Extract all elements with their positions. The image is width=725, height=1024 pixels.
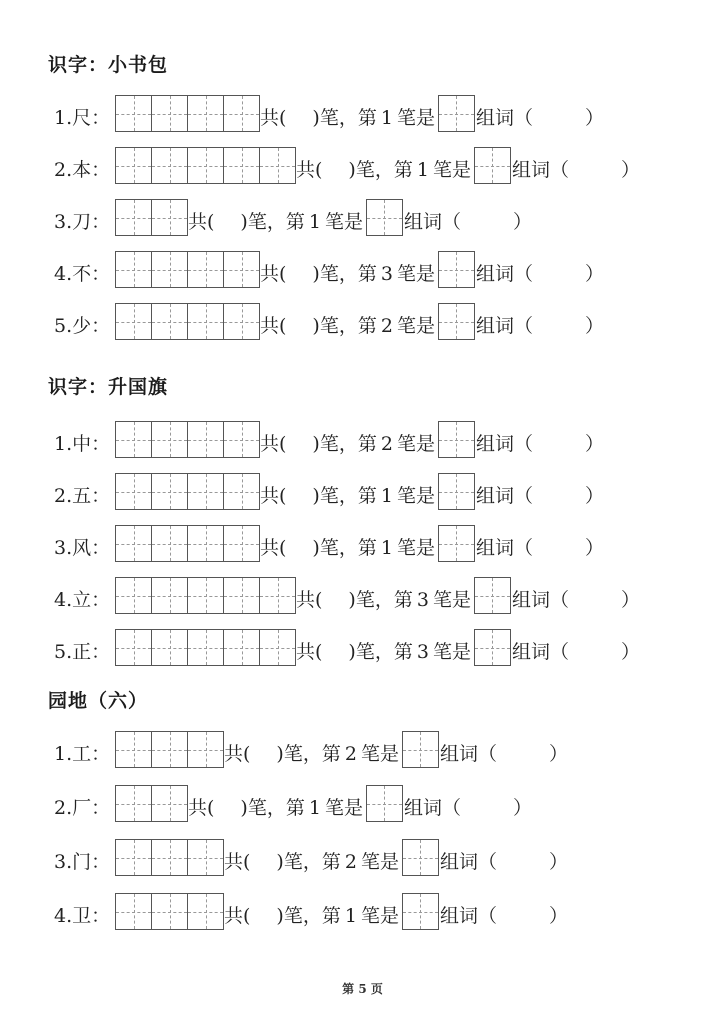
character-label: 2.五： (54, 485, 111, 507)
tianzige-cell[interactable] (116, 304, 151, 339)
stroke-answer-box[interactable] (366, 199, 403, 236)
tianzige-cell[interactable] (187, 96, 223, 131)
make-word-open: 组词（ (511, 589, 569, 611)
tianzige-cell[interactable] (439, 526, 474, 561)
stroke-answer-box[interactable] (402, 731, 439, 768)
stroke-answer-box[interactable] (474, 629, 511, 666)
tianzige-cell[interactable] (116, 422, 151, 457)
stroke-answer-box[interactable] (438, 421, 475, 458)
exercise-row (54, 576, 640, 614)
total-strokes-open: 共( (296, 589, 323, 611)
character-label: 3.门： (54, 851, 111, 873)
tianzige-cell[interactable] (187, 422, 223, 457)
exercise-row (54, 892, 568, 930)
stroke-is-label: 笔是 (396, 537, 435, 559)
tianzige-cell[interactable] (439, 252, 474, 287)
tianzige-cell[interactable] (151, 200, 187, 235)
stroke-number: 1 (380, 485, 393, 507)
stroke-order-grid[interactable] (115, 577, 296, 614)
exercise-row (54, 838, 568, 876)
exercise-row (54, 250, 604, 288)
stroke-answer-box[interactable] (438, 473, 475, 510)
stroke-number: 1 (344, 905, 357, 927)
stroke-answer-box[interactable] (366, 785, 403, 822)
tianzige-cell[interactable] (187, 630, 223, 665)
make-word-close: ） (584, 263, 604, 285)
tianzige-cell[interactable] (116, 252, 151, 287)
character-label: 3.刀： (54, 211, 111, 233)
tianzige-cell[interactable] (151, 148, 187, 183)
tianzige-cell[interactable] (439, 96, 474, 131)
tianzige-cell[interactable] (223, 578, 259, 613)
make-word-close: ） (620, 641, 640, 663)
total-strokes-open: 共( (260, 485, 287, 507)
exercise-row (54, 302, 604, 340)
tianzige-cell[interactable] (116, 148, 151, 183)
make-word-close: ） (620, 589, 640, 611)
make-word-open: 组词（ (403, 211, 461, 233)
character-label: 2.厂： (54, 797, 111, 819)
stroke-order-grid[interactable] (115, 629, 296, 666)
tianzige-cell[interactable] (151, 474, 187, 509)
total-strokes-close: )笔，第 (312, 537, 377, 559)
exercise-row (54, 472, 604, 510)
total-strokes-open: 共( (224, 851, 251, 873)
tianzige-cell[interactable] (116, 96, 151, 131)
tianzige-cell[interactable] (367, 786, 402, 821)
tianzige-cell[interactable] (439, 304, 474, 339)
tianzige-cell[interactable] (223, 148, 259, 183)
stroke-number: 1 (308, 211, 321, 233)
exercise-row (54, 94, 604, 132)
section-title: 园地（六） (48, 690, 149, 712)
stroke-answer-box[interactable] (402, 839, 439, 876)
stroke-number: 2 (344, 743, 357, 765)
total-strokes-close: )笔，第 (240, 211, 305, 233)
total-strokes-open: 共( (260, 107, 287, 129)
stroke-order-grid[interactable] (115, 421, 260, 458)
make-word-close: ） (584, 107, 604, 129)
stroke-is-label: 笔是 (324, 797, 363, 819)
make-word-open: 组词（ (511, 159, 569, 181)
stroke-order-grid[interactable] (115, 251, 260, 288)
stroke-answer-box[interactable] (438, 303, 475, 340)
section-title: 识字：小书包 (48, 54, 169, 76)
tianzige-cell[interactable] (187, 526, 223, 561)
tianzige-cell[interactable] (223, 526, 259, 561)
exercise-row (54, 730, 568, 768)
exercise-row (54, 628, 640, 666)
stroke-order-grid[interactable] (115, 95, 260, 132)
stroke-order-grid[interactable] (115, 839, 224, 876)
exercise-row (54, 784, 532, 822)
tianzige-cell[interactable] (151, 304, 187, 339)
tianzige-cell[interactable] (116, 474, 151, 509)
make-word-open: 组词（ (475, 537, 533, 559)
tianzige-cell[interactable] (187, 252, 223, 287)
tianzige-cell[interactable] (151, 630, 187, 665)
stroke-number: 1 (308, 797, 321, 819)
make-word-open: 组词（ (511, 641, 569, 663)
stroke-answer-box[interactable] (438, 525, 475, 562)
tianzige-cell[interactable] (151, 578, 187, 613)
character-label: 5.少： (54, 315, 111, 337)
tianzige-cell[interactable] (116, 840, 151, 875)
total-strokes-close: )笔，第 (348, 641, 413, 663)
tianzige-cell[interactable] (187, 840, 223, 875)
tianzige-cell[interactable] (187, 894, 223, 929)
stroke-number: 1 (416, 159, 429, 181)
make-word-close: ） (584, 315, 604, 337)
make-word-close: ） (548, 743, 568, 765)
tianzige-cell[interactable] (151, 252, 187, 287)
stroke-number: 2 (380, 315, 393, 337)
make-word-open: 组词（ (475, 315, 533, 337)
tianzige-cell[interactable] (151, 894, 187, 929)
tianzige-cell[interactable] (223, 252, 259, 287)
stroke-order-grid[interactable] (115, 303, 260, 340)
stroke-answer-box[interactable] (474, 147, 511, 184)
tianzige-cell[interactable] (475, 578, 510, 613)
tianzige-cell[interactable] (403, 732, 438, 767)
character-label: 4.立： (54, 589, 111, 611)
stroke-is-label: 笔是 (396, 107, 435, 129)
stroke-is-label: 笔是 (396, 315, 435, 337)
tianzige-cell[interactable] (116, 732, 151, 767)
tianzige-cell[interactable] (223, 96, 259, 131)
exercise-row (54, 420, 604, 458)
make-word-close: ） (584, 537, 604, 559)
total-strokes-open: 共( (296, 641, 323, 663)
make-word-close: ） (584, 485, 604, 507)
tianzige-cell[interactable] (403, 894, 438, 929)
total-strokes-close: )笔，第 (240, 797, 305, 819)
total-strokes-open: 共( (260, 537, 287, 559)
tianzige-cell[interactable] (187, 474, 223, 509)
make-word-close: ） (512, 211, 532, 233)
stroke-order-grid[interactable] (115, 525, 260, 562)
tianzige-cell[interactable] (151, 422, 187, 457)
stroke-number: 2 (344, 851, 357, 873)
total-strokes-open: 共( (224, 905, 251, 927)
total-strokes-open: 共( (260, 433, 287, 455)
stroke-number: 3 (380, 263, 393, 285)
tianzige-cell[interactable] (223, 304, 259, 339)
make-word-open: 组词（ (475, 485, 533, 507)
stroke-is-label: 笔是 (360, 905, 399, 927)
stroke-is-label: 笔是 (396, 263, 435, 285)
total-strokes-open: 共( (224, 743, 251, 765)
tianzige-cell[interactable] (116, 578, 151, 613)
total-strokes-close: )笔，第 (312, 433, 377, 455)
total-strokes-open: 共( (188, 797, 215, 819)
stroke-answer-box[interactable] (438, 251, 475, 288)
stroke-is-label: 笔是 (396, 485, 435, 507)
stroke-answer-box[interactable] (438, 95, 475, 132)
exercise-row (54, 198, 532, 236)
tianzige-cell[interactable] (439, 474, 474, 509)
make-word-open: 组词（ (475, 107, 533, 129)
make-word-open: 组词（ (439, 905, 497, 927)
stroke-order-grid[interactable] (115, 785, 188, 822)
make-word-close: ） (548, 851, 568, 873)
exercise-row (54, 524, 604, 562)
total-strokes-close: )笔，第 (312, 263, 377, 285)
total-strokes-close: )笔，第 (276, 851, 341, 873)
stroke-number: 3 (416, 589, 429, 611)
tianzige-cell[interactable] (223, 630, 259, 665)
stroke-order-grid[interactable] (115, 893, 224, 930)
make-word-close: ） (548, 905, 568, 927)
total-strokes-open: 共( (260, 263, 287, 285)
tianzige-cell[interactable] (259, 148, 295, 183)
make-word-close: ） (584, 433, 604, 455)
tianzige-cell[interactable] (223, 474, 259, 509)
stroke-is-label: 笔是 (432, 641, 471, 663)
total-strokes-close: )笔，第 (348, 589, 413, 611)
make-word-open: 组词（ (475, 433, 533, 455)
page-number: 第 5 页 (342, 982, 383, 996)
tianzige-cell[interactable] (367, 200, 402, 235)
stroke-number: 2 (380, 433, 393, 455)
tianzige-cell[interactable] (187, 148, 223, 183)
tianzige-cell[interactable] (223, 422, 259, 457)
tianzige-cell[interactable] (116, 630, 151, 665)
total-strokes-open: 共( (188, 211, 215, 233)
exercise-row (54, 146, 640, 184)
tianzige-cell[interactable] (151, 840, 187, 875)
total-strokes-close: )笔，第 (312, 485, 377, 507)
tianzige-cell[interactable] (116, 786, 151, 821)
total-strokes-open: 共( (296, 159, 323, 181)
tianzige-cell[interactable] (439, 422, 474, 457)
make-word-open: 组词（ (439, 743, 497, 765)
stroke-is-label: 笔是 (360, 851, 399, 873)
stroke-is-label: 笔是 (432, 159, 471, 181)
tianzige-cell[interactable] (151, 526, 187, 561)
stroke-is-label: 笔是 (360, 743, 399, 765)
tianzige-cell[interactable] (475, 148, 510, 183)
character-label: 4.卫： (54, 905, 111, 927)
total-strokes-close: )笔，第 (348, 159, 413, 181)
stroke-is-label: 笔是 (396, 433, 435, 455)
stroke-order-grid[interactable] (115, 199, 188, 236)
stroke-order-grid[interactable] (115, 731, 224, 768)
make-word-open: 组词（ (439, 851, 497, 873)
make-word-close: ） (620, 159, 640, 181)
tianzige-cell[interactable] (151, 732, 187, 767)
make-word-open: 组词（ (403, 797, 461, 819)
total-strokes-close: )笔，第 (276, 743, 341, 765)
total-strokes-close: )笔，第 (312, 315, 377, 337)
total-strokes-close: )笔，第 (276, 905, 341, 927)
section-title: 识字：升国旗 (48, 376, 169, 398)
character-label: 3.风： (54, 537, 111, 559)
character-label: 1.尺： (54, 107, 111, 129)
tianzige-cell[interactable] (187, 578, 223, 613)
total-strokes-close: )笔，第 (312, 107, 377, 129)
stroke-answer-box[interactable] (402, 893, 439, 930)
make-word-open: 组词（ (475, 263, 533, 285)
tianzige-cell[interactable] (116, 894, 151, 929)
stroke-number: 3 (416, 641, 429, 663)
character-label: 4.不： (54, 263, 111, 285)
tianzige-cell[interactable] (259, 578, 295, 613)
character-label: 5.正： (54, 641, 111, 663)
tianzige-cell[interactable] (259, 630, 295, 665)
character-label: 1.工： (54, 743, 111, 765)
stroke-order-grid[interactable] (115, 147, 296, 184)
tianzige-cell[interactable] (151, 786, 187, 821)
tianzige-cell[interactable] (187, 732, 223, 767)
make-word-close: ） (512, 797, 532, 819)
stroke-order-grid[interactable] (115, 473, 260, 510)
character-label: 2.本： (54, 159, 111, 181)
tianzige-cell[interactable] (475, 630, 510, 665)
stroke-is-label: 笔是 (324, 211, 363, 233)
tianzige-cell[interactable] (116, 526, 151, 561)
tianzige-cell[interactable] (116, 200, 151, 235)
stroke-answer-box[interactable] (474, 577, 511, 614)
stroke-number: 1 (380, 107, 393, 129)
tianzige-cell[interactable] (403, 840, 438, 875)
stroke-number: 1 (380, 537, 393, 559)
total-strokes-open: 共( (260, 315, 287, 337)
stroke-is-label: 笔是 (432, 589, 471, 611)
tianzige-cell[interactable] (187, 304, 223, 339)
character-label: 1.中： (54, 433, 111, 455)
tianzige-cell[interactable] (151, 96, 187, 131)
